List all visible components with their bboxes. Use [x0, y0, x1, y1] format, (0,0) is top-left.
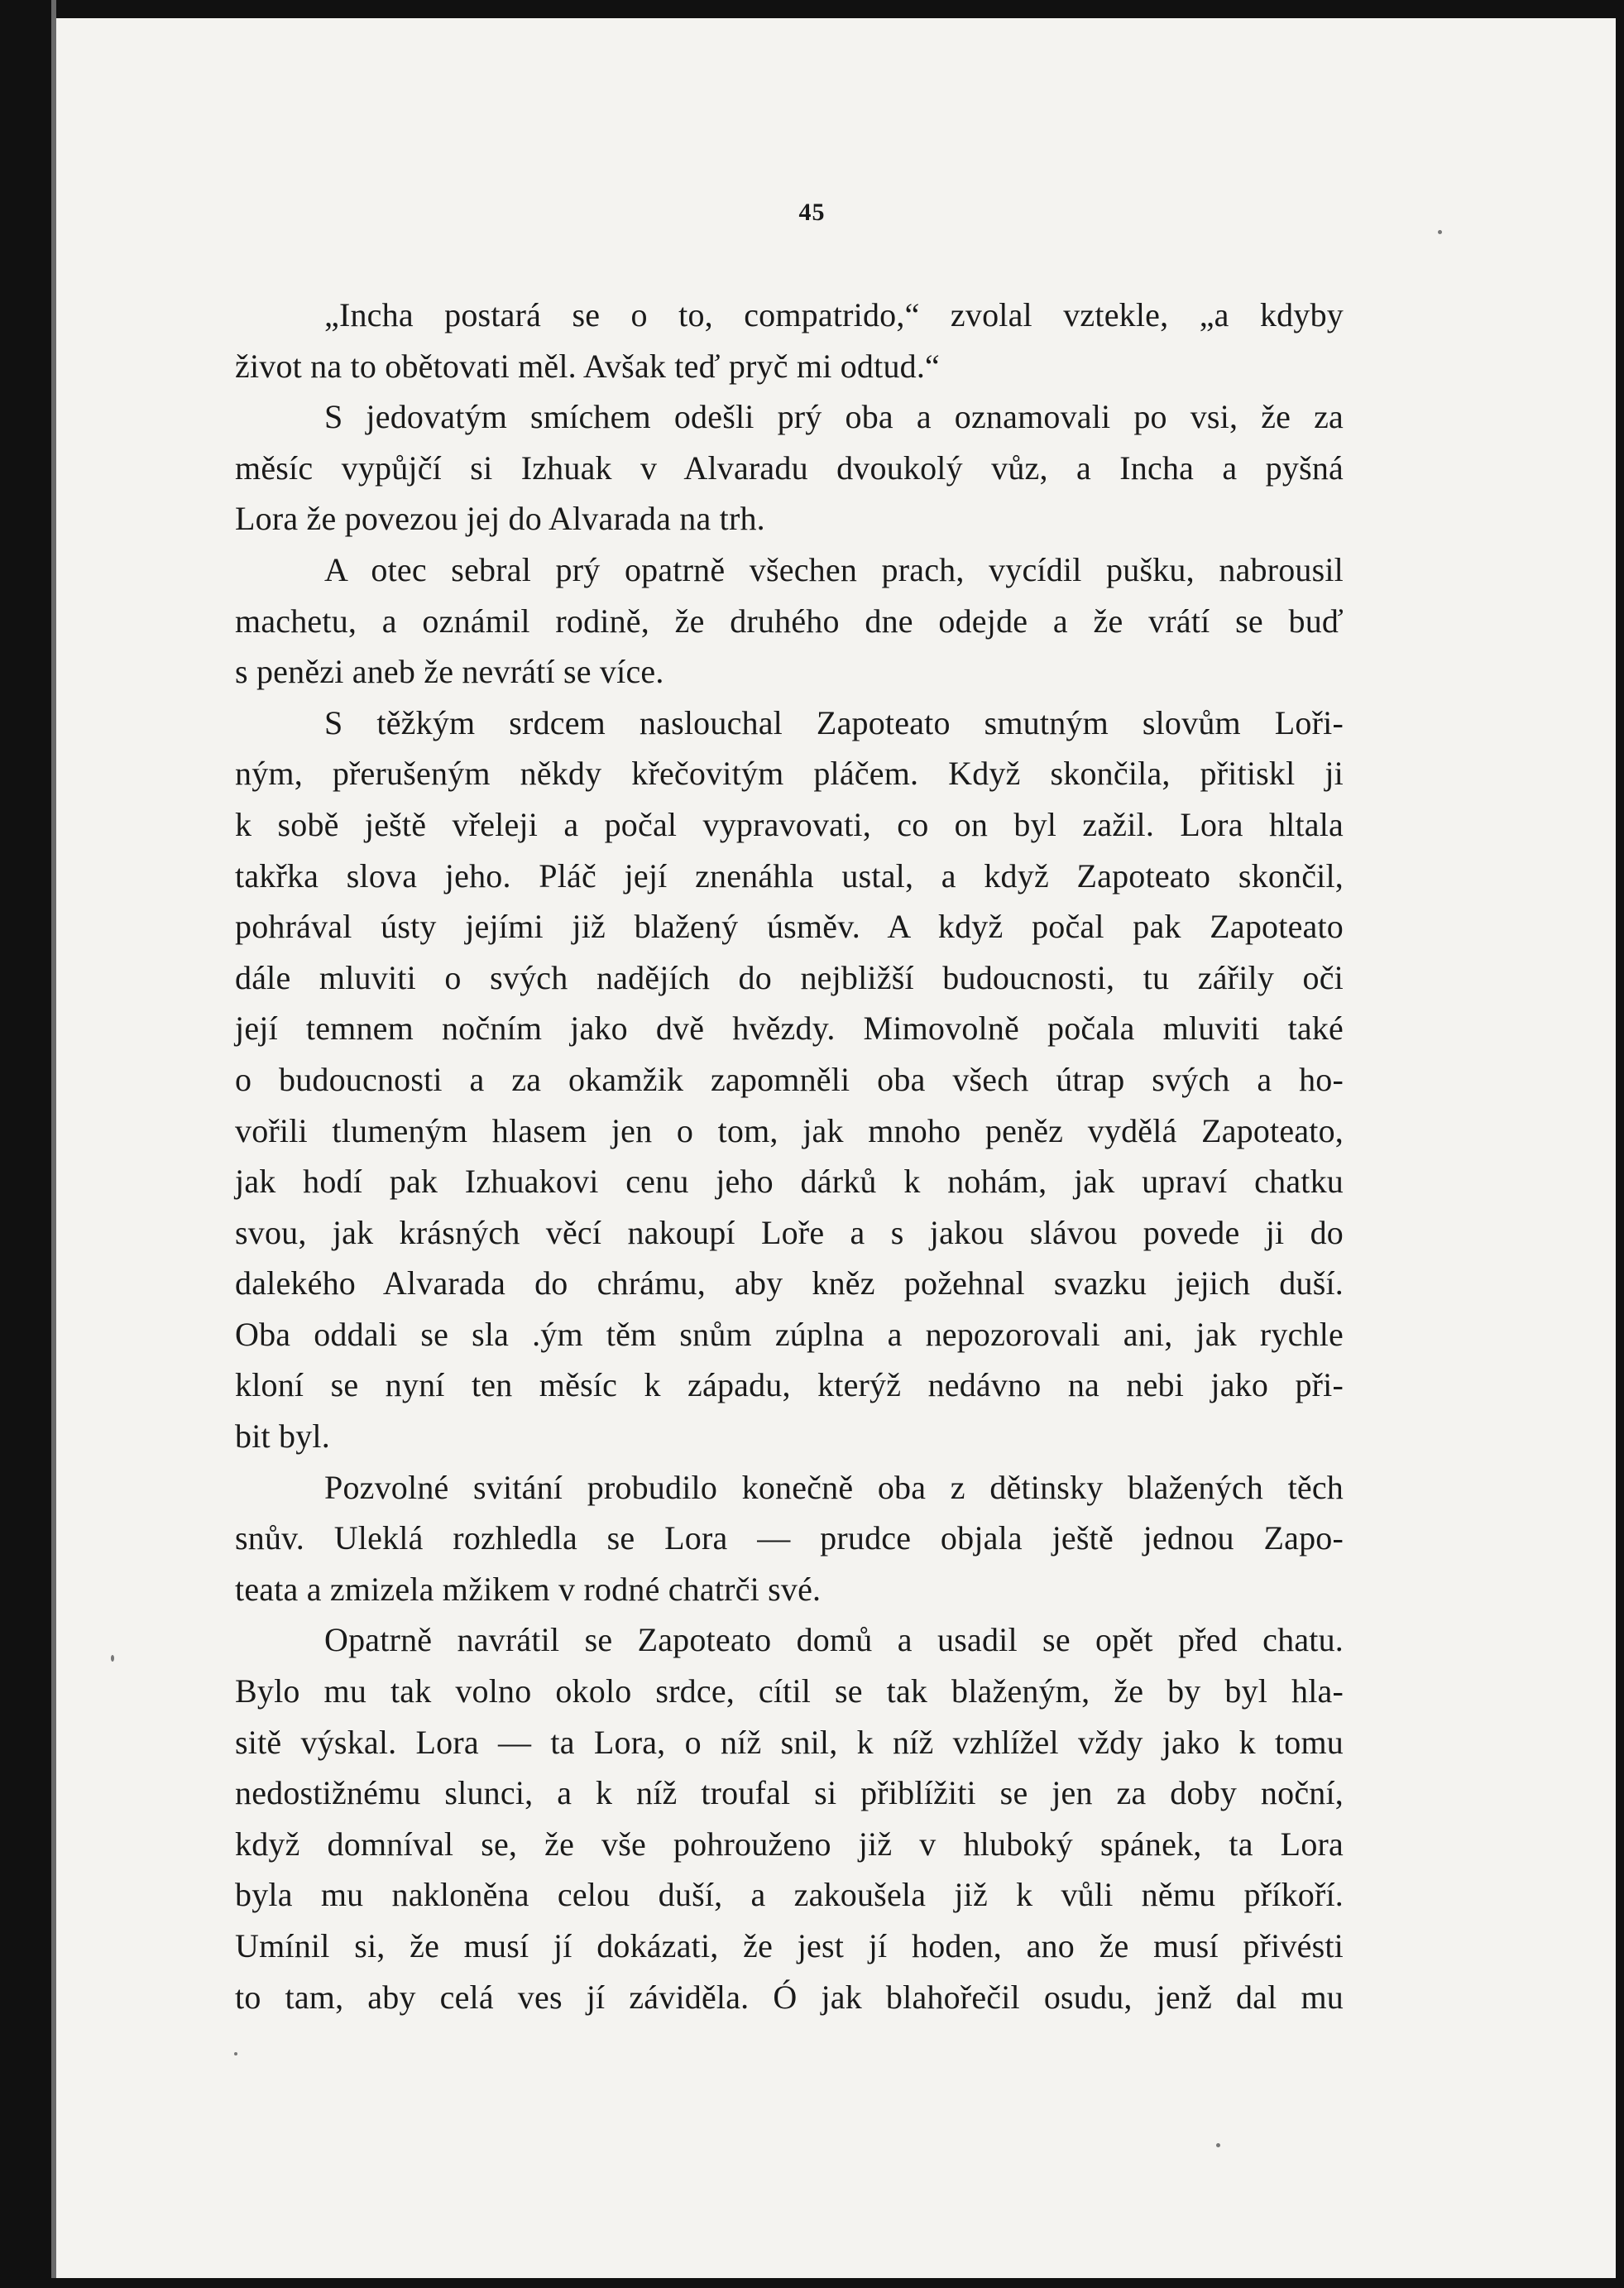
scan-binding-line — [51, 0, 56, 2288]
scan-top-edge — [0, 0, 1624, 18]
text-line: bit byl. — [235, 1417, 330, 1456]
page-number: 45 — [798, 199, 826, 226]
text-line: S jedovatým smíchem odešli prý oba a oznamovali po vsi, že za — [324, 398, 1344, 436]
text-line: Bylo mu tak volno okolo srdce, cítil se tak blaženým, že by byl hla- — [235, 1672, 1344, 1710]
text-line: teata a zmizela mžikem v rodné chatrči své. — [235, 1570, 822, 1608]
text-line: sitě výskal. Lora — ta Lora, o níž snil, k níž vzhlížel vždy jako k tomu — [235, 1723, 1344, 1761]
text-line: „Incha postará se o to, compatrido,“ zvolal vztekle, „a kdyby — [324, 296, 1344, 333]
paper-speck — [1438, 230, 1442, 234]
text-line: dalekého Alvarada do chrámu, aby kněz požehnal svazku jejich duší. — [235, 1264, 1344, 1302]
text-line: to tam, aby celá ves jí záviděla. Ó jak blahořečil osudu, jenž dal mu — [235, 1978, 1344, 2016]
body-text — [235, 290, 1344, 2022]
scan-right-edge — [1616, 0, 1624, 2288]
text-line: jak hodí pak Izhuakovi cenu jeho dárků k nohám, jak upraví chatku — [235, 1163, 1344, 1201]
text-line: Lora že povezou jej do Alvarada na trh. — [235, 500, 765, 538]
text-line: nedostižnému slunci, a k níž troufal si přiblížiti se jen za doby noční, — [235, 1774, 1344, 1812]
text-line: měsíc vypůjčí si Izhuak v Alvaradu dvoukolý vůz, a Incha a pyšná — [235, 448, 1344, 487]
scan-left-edge — [0, 0, 51, 2288]
text-line: machetu, a oznámil rodině, že druhého dne odejde a že vrátí se buď — [235, 602, 1344, 640]
text-line: její temnem nočním jako dvě hvězdy. Mimovolně počala mluviti také — [235, 1010, 1344, 1048]
text-line: Pozvolné svitání probudilo konečně oba z dětinsky blažených těch — [324, 1468, 1344, 1506]
text-line: Umínil si, že musí jí dokázati, že jest jí hoden, ano že musí přivésti — [235, 1927, 1344, 1964]
text-line: A otec sebral prý opatrně všechen prach, vycídil pušku, nabrousil — [324, 550, 1344, 588]
scan-bottom-edge — [0, 2278, 1624, 2288]
paper-speck — [111, 1655, 114, 1662]
text-line: dále mluviti o svých nadějích do nejbližší budoucnosti, tu zářily oči — [235, 958, 1344, 996]
text-line: S těžkým srdcem naslouchal Zapoteato smutným slovům Loři- — [324, 703, 1344, 741]
text-line: svou, jak krásných věcí nakoupí Loře a s jakou slávou povede ji do — [235, 1213, 1344, 1251]
text-line: takřka slova jeho. Pláč její znenáhla ustal, a když Zapoteato skončil, — [235, 856, 1344, 895]
text-line: k sobě ještě vřeleji a počal vypravovati, co on byl zažil. Lora hltala — [235, 805, 1344, 843]
text-line: snův. Uleklá rozhledla se Lora — prudce objala ještě jednou Zapo- — [235, 1519, 1344, 1557]
text-line: o budoucnosti a za okamžik zapomněli oba všech útrap svých a ho- — [235, 1060, 1344, 1098]
paper-speck — [1216, 2143, 1220, 2147]
text-line: ným, přerušeným někdy křečovitým pláčem. Když skončila, přitiskl ji — [235, 755, 1344, 793]
text-line: s penězi aneb že nevrátí se více. — [235, 653, 664, 691]
text-line: vořili tlumeným hlasem jen o tom, jak mnoho peněz vydělá Zapoteato, — [235, 1111, 1344, 1149]
text-line: pohrával ústy jejími již blažený úsměv. A když počal pak Zapoteato — [235, 908, 1344, 946]
text-line: Opatrně navrátil se Zapoteato domů a usadil se opět před chatu. — [324, 1621, 1344, 1659]
text-line: Oba oddali se sla .ým těm snům zúplna a nepozorovali ani, jak rychle — [235, 1315, 1344, 1353]
text-line: život na to obětovati měl. Avšak teď pryč mi odtud.“ — [235, 347, 941, 385]
text-line: když domníval se, že vše pohrouženo již v hluboký spánek, ta Lora — [235, 1825, 1344, 1863]
paper-speck — [234, 2052, 237, 2055]
text-line: byla mu nakloněna celou duší, a zakoušela již k vůli němu příkoří. — [235, 1876, 1344, 1914]
text-line: kloní se nyní ten měsíc k západu, kterýž nedávno na nebi jako při- — [235, 1366, 1344, 1404]
